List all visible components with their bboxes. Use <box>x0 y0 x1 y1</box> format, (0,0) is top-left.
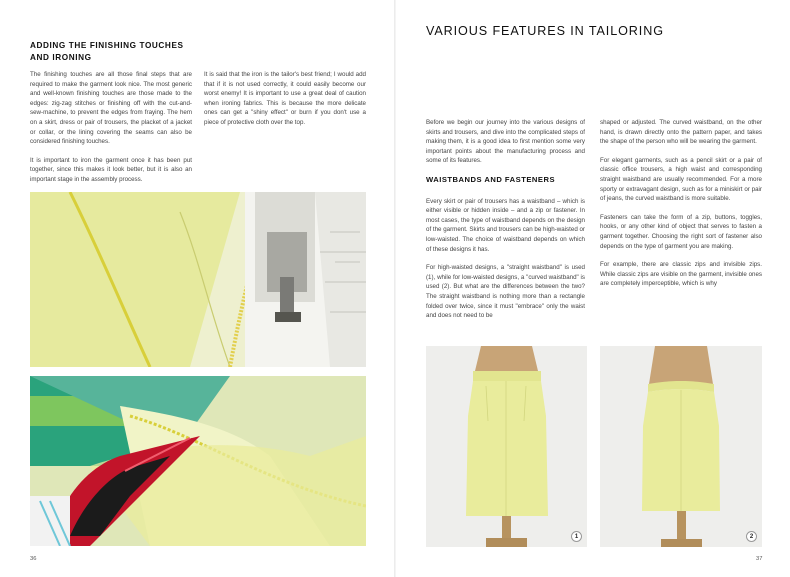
right-text-column-2 <box>600 118 762 298</box>
figure-label-1: 1 <box>571 531 582 542</box>
right-text-column-1 <box>426 118 585 330</box>
page-number-right: 37 <box>756 556 763 562</box>
paragraph: For high-waisted designs, a "straight waistband" is used (1), while for low-waisted designs, a "curved waistband" is used (2). But what are the differences between the two? The straight waistband is nothing more than a rectangle folded over twice, since it must "embrace" only the waist and does not need to be <box>426 264 585 320</box>
paragraph: The finishing touches are all those final steps that are required to make the garment look nice. The most generic and well-known finishing touches are those made to the edges: zig-zag stitches or finishing off with the cut-and-sew-machine, to prevent the edges from fraying. The hem on a skirt, dress or pair of trousers, the placket of a jacket or collar, or the lining covering the seams can also be considered finishing touches. <box>30 71 192 146</box>
left-text-column-2 <box>204 70 366 137</box>
chapter-title: VARIOUS FEATURES IN TAILORING <box>426 24 664 38</box>
paragraph: It is important to iron the garment once it has been put together, since this makes it look better, but it is also an important stage in the assembly process. <box>30 156 192 183</box>
paragraph: For example, there are classic zips and invisible zips. While classic zips are visible on the garment, invisible ones are completely imperceptible, which is why <box>600 261 762 288</box>
paragraph: Fasteners can take the form of a zip, buttons, toggles, hooks, or any other kind of object that serves to fasten a garment together. Choosing the right sort of fastener also depends on the type of garment you are making. <box>600 213 762 250</box>
paragraph: It is said that the iron is the tailor's best friend; I would add that if it is not used correctly, it could easily become our worst enemy! It is important to use a great deal of caution when ironing fabrics. This is because the more delicate ones can get a "shiny effect" or burn if you don't use a piece of protective cloth over the top. <box>204 71 366 126</box>
paragraph: Every skirt or pair of trousers has a waistband – which is either visible or hidden inside – and a zip or fastener. In most cases, the type of waistband depends on the design of the garment. Skirts and trousers can be high-waisted or low-waisted. The choice of waistband depends on which of these designs it has. <box>426 197 585 253</box>
section-heading-finishing: ADDING THE FINISHING TOUCHES AND IRONING <box>30 41 184 62</box>
paragraph: shaped or adjusted. The curved waistband, on the other hand, is drawn directly onto the pattern paper, and takes the shape of the person who will be wearing the garment. <box>600 119 762 146</box>
page-number-left: 36 <box>30 556 37 562</box>
photo-skirt-curved-waistband <box>600 346 762 547</box>
page-gutter <box>394 0 396 577</box>
photo-skirt-straight-waistband <box>426 346 587 547</box>
left-text-column-1 <box>30 70 192 194</box>
paragraph: Before we begin our journey into the various designs of skirts and trousers, and dive into the complicated steps of making them, it is a good idea to first mention some very important points about the manufacturing process and some of its features. <box>426 119 585 165</box>
photo-ironing <box>30 376 366 546</box>
photo-sewing-machine <box>30 192 366 367</box>
paragraph: For elegant garments, such as a pencil skirt or a pair of classic office trousers, a high waist and corresponding straight waistband are usually recommended. For a more sporty or extravagant design, such as for a miniskirt or pair of jeans, the curved waistband is more suitable. <box>600 156 762 203</box>
subheading-waistbands: WAISTBANDS AND FASTENERS <box>426 174 556 184</box>
figure-label-2: 2 <box>746 531 757 542</box>
